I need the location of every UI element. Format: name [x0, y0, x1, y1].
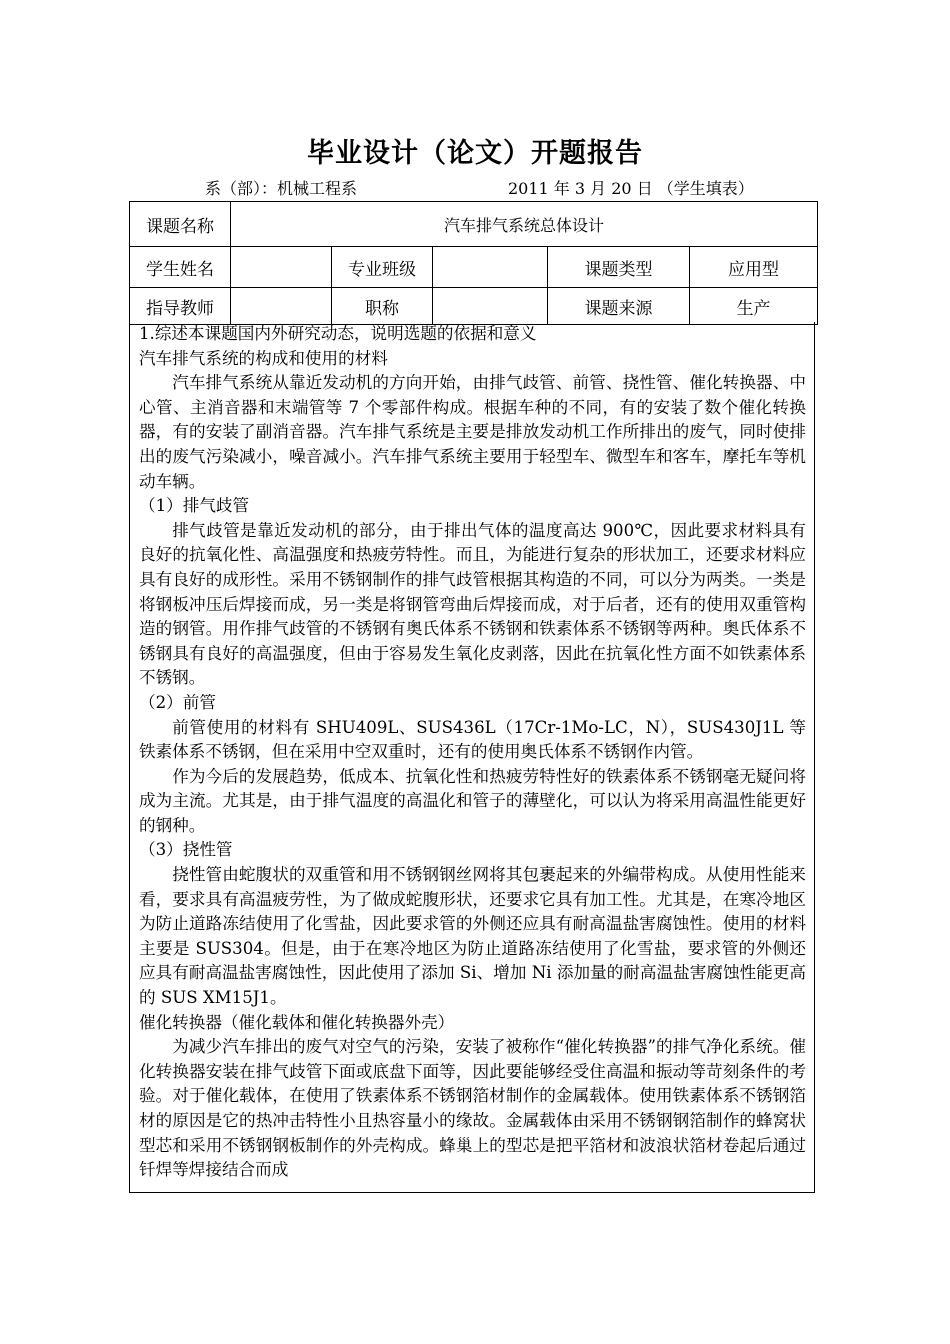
- source-label: 课题来源: [548, 288, 690, 325]
- rank-label: 职称: [332, 288, 433, 325]
- advisor-value: [231, 288, 332, 325]
- section-heading: （3）挠性管: [139, 840, 233, 860]
- class-label: 专业班级: [332, 247, 433, 288]
- student-value: [231, 247, 332, 288]
- info-row-topic: [130, 202, 818, 247]
- content-paragraph: 挠性管由蛇腹状的双重管和用不锈钢钢丝网将其包裹起来的外编带构成。从使用性能来看，要求具有高温疲劳性，为了做成蛇腹形状，还要求它具有加工性。尤其是，在寒冷地区为防止道路冻结使用了化雪盐，因此要求管的外侧还应具有耐高温盐害腐蚀性。使用的材料主要是 SUS304。但是，由于在寒冷地区为防止道路冻结使用了化雪盐，要求管的外侧还应具有耐高温盐害腐蚀性，因此使用了添加 Si、增加 Ni 添加量的耐高温盐害腐蚀性能更高的 SUS XM15J1。: [139, 865, 806, 1008]
- info-row-student: [130, 247, 818, 288]
- rank-value: [433, 288, 548, 325]
- topic-label: 课题名称: [130, 202, 231, 247]
- page-title: 毕业设计（论文）开题报告: [307, 138, 643, 169]
- student-label: 学生姓名: [130, 247, 231, 288]
- content-paragraph: 1.综述本课题国内外研究动态，说明选题的依据和意义: [139, 324, 537, 343]
- content-paragraph: 作为今后的发展趋势，低成本、抗氧化性和热疲劳特性好的铁素体系不锈钢毫无疑问将成为主流。尤其是，由于排气温度的高温化和管子的薄壁化，可以认为将采用高温性能更好的钢种。: [139, 766, 806, 835]
- review-content-box: [129, 322, 815, 1193]
- date-line: 2011 年 3 月 20 日 （学生填表）: [508, 179, 754, 198]
- content-paragraph: 汽车排气系统从靠近发动机的方向开始，由排气歧管、前管、挠性管、催化转换器、中心管、主消音器和末端管等 7 个零部件构成。根据车种的不同，有的安装了数个催化转换器，有的安装了副消音器。汽车排气系统是主要是排放发动机工作所排出的废气，同时使排出的废气污染减小，噪音减小。汽车排气系统主要用于轻型车、微型车和客车，摩托车等机动车辆。: [139, 373, 806, 491]
- info-row-advisor: [130, 288, 818, 325]
- section-heading: （1）排气歧管: [139, 496, 250, 516]
- type-label: 课题类型: [548, 247, 690, 288]
- advisor-label: 指导教师: [130, 288, 231, 325]
- section-heading: （2）前管: [139, 692, 216, 712]
- content-paragraph: 前管使用的材料有 SHU409L、SUS436L（17Cr-1Mo-LC，N），SUS430J1L 等铁素体系不锈钢，但在采用中空双重时，还有的使用奥氏体系不锈钢作内管。: [139, 717, 806, 762]
- section-heading: 催化转换器（催化载体和催化转换器外壳）: [139, 1012, 455, 1032]
- content-paragraph: 排气歧管是靠近发动机的部分，由于排出气体的温度高达 900℃，因此要求材料具有良好的抗氧化性、高温强度和热疲劳特性。而且，为能进行复杂的形状加工，还要求材料应具有良好的成形性。采用不锈钢制作的排气歧管根据其构造的不同，可以分为两类。一类是将钢板冲压后焊接而成，另一类是将钢管弯曲后焊接而成，对于后者，还有的使用双重管构造的钢管。用作排气歧管的不锈钢有奥氏体系不锈钢和铁素体系不锈钢等两种。奥氏体系不锈钢具有良好的高温强度，但由于容易发生氧化皮剥落，因此在抗氧化性方面不如铁素体系不锈钢。: [139, 520, 806, 688]
- class-value: [433, 247, 548, 288]
- content-paragraph: 汽车排气系统的构成和使用的材料: [139, 348, 388, 368]
- source-value: 生产: [690, 288, 818, 325]
- content-paragraph: 为减少汽车排出的废气对空气的污染，安装了被称作“催化转换器”的排气净化系统。催化转换器安装在排气歧管下面或底盘下面等，因此要能够经受住高温和振动等苛刻条件的考验。对于催化载体，在使用了铁素体系不锈钢箔材制作的金属载体。使用铁素体系不锈钢箔材的原因是它的热冲击特性小且热容量小的缘故。金属载体由采用不锈钢钢箔制作的蜂窝状型芯和采用不锈钢钢板制作的外壳构成。蜂巢上的型芯是把平箔材和波浪状箔材卷起后通过钎焊等焊接结合而成: [139, 1037, 806, 1180]
- info-table: [129, 201, 818, 325]
- topic-value: 汽车排气系统总体设计: [231, 202, 818, 247]
- department-line: 系（部）：机械工程系: [205, 179, 358, 198]
- type-value: 应用型: [690, 247, 818, 288]
